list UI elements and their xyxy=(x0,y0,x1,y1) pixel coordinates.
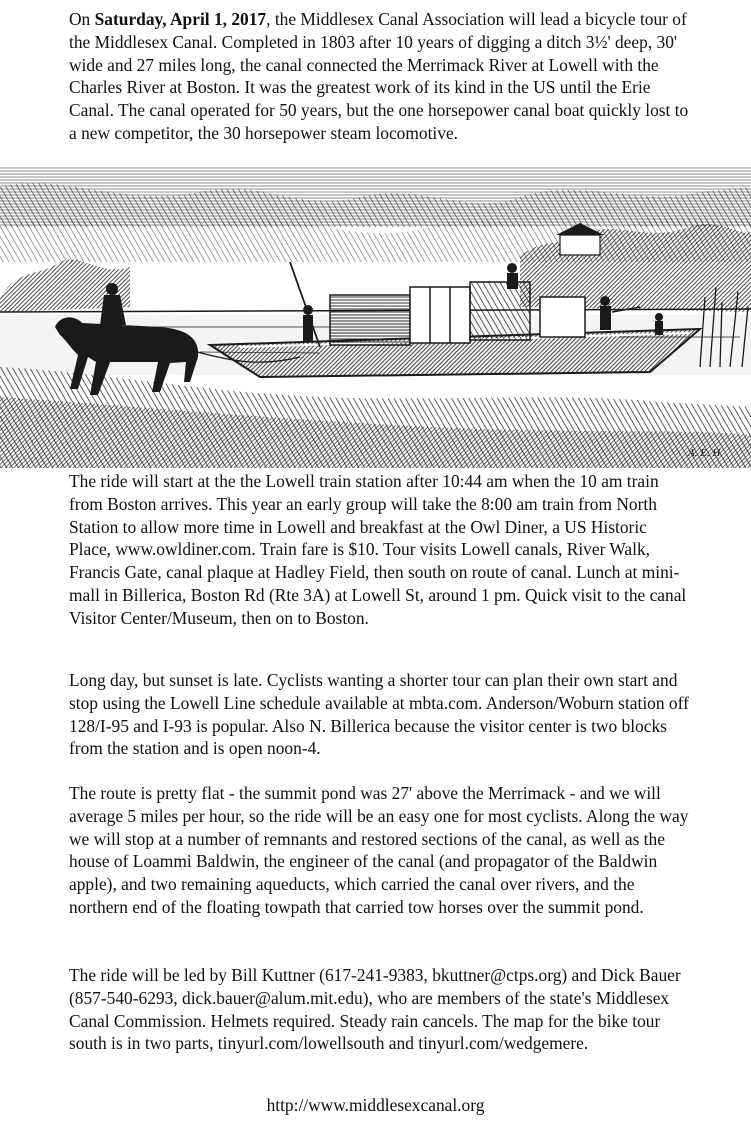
canal-boat-illustration xyxy=(0,167,751,468)
footer-url[interactable]: http://www.middlesexcanal.org xyxy=(266,1095,485,1115)
route-paragraph: The route is pretty flat - the summit pond was 27' above the Merrimack - and we will average 5 miles per hour, so the ride will be an easy one for most cyclists. Along the way we will stop at a number of remnants and restored sections of the canal, as well as the house of Loammi Baldwin, the engineer of the canal (and propagator of the Baldwin apple), and two remaining aqueducts, which carried the canal over rivers, and the northern end of the floating towpath that carried tow horses over the summit pond. xyxy=(69,783,689,917)
leaders-paragraph: The ride will be led by Bill Kuttner (617-241-9383, bkuttner@ctps.org) and Dick Bauer (857-540-6293, dick.bauer@alum.mit.edu), who are members of the state's Middlesex Canal Commission. Helmets required. Steady rain cancels. The map for the bike tour south is in two parts, tinyurl.com/lowellsouth and tinyurl.com/wedgemere. xyxy=(69,965,681,1054)
intro-text: , the Middlesex Canal Association will lead a bicycle tour of the Middlesex Canal. Completed in 1803 after 10 years of digging a ditch 3½' deep, 30' wide and 27 miles long, the canal connected the Merrimack River at Lowell with the Charles River at Boston. It was the greatest work of its kind in the US until the Erie Canal. The canal operated for 50 years, but the one horsepower canal boat quickly lost to a new competitor, the 30 horsepower steam locomotive. xyxy=(69,9,689,143)
intro-lead: On xyxy=(69,9,95,29)
shorter-tour-paragraph: Long day, but sunset is late. Cyclists wanting a shorter tour can plan their own start and stop using the Lowell Line schedule available at mbta.com. Anderson/Woburn station off 128/I-95 and I-93 is popular. Also N. Billerica because the visitor center is two blocks from the station and is open noon-4. xyxy=(69,670,689,759)
artist-signature: A. E. H. xyxy=(688,447,724,459)
intro-paragraph xyxy=(69,8,689,145)
event-date: Saturday, April 1, 2017 xyxy=(94,9,267,29)
ride-start-paragraph: The ride will start at the the Lowell train station after 10:44 am when the 10 am train from Boston arrives. This year an early group will take the 8:00 am train from North Station to allow more time in Lowell and breakfast at the Owl Diner, a US Historic Place, www.owldiner.com. Train fare is $10. Tour visits Lowell canals, River Walk, Francis Gate, canal plaque at Hadley Field, then south on route of canal. Lunch at mini-mall in Billerica, Boston Rd (Rte 3A) at Lowell St, around 1 pm. Quick visit to the canal Visitor Center/Museum, then on to Boston. xyxy=(69,471,687,628)
